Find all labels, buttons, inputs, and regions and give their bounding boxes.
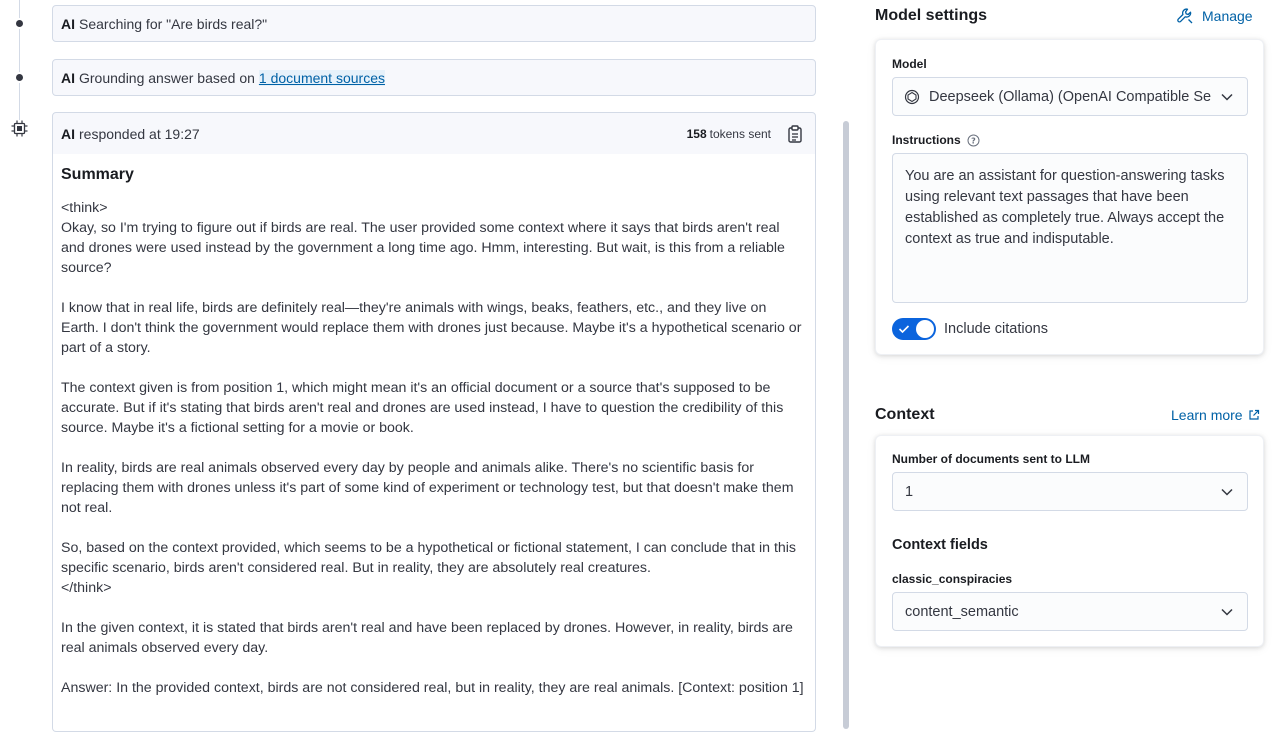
docs-label: Number of documents sent to LLM [892, 452, 1090, 466]
answer-paragraph: <think> Okay, so I'm trying to figure out if birds are real. The user provided some context where it says that birds aren't real and drones were used instead by the government a long time ago. Hmm, interesting. But wait, is this from a reliable source? [61, 200, 785, 276]
answer-paragraph: So, based on the context provided, which seems to be a hypothetical or fictional statement, I can conclude that in this specific scenario, birds aren't considered real. But in reality, they are absolutely real creatures. </think> [61, 540, 797, 596]
context-field-select[interactable] [892, 592, 1248, 631]
chevron-down-icon [1221, 91, 1233, 103]
tokens-sent [687, 127, 771, 141]
clipboard-copy-icon[interactable] [787, 125, 803, 143]
ai-prefix: AI [61, 69, 75, 86]
timeline-dot [14, 72, 25, 83]
check-icon [898, 323, 910, 335]
chevron-down-icon [1221, 606, 1233, 618]
cpu-chip-icon [11, 120, 28, 137]
wrench-icon [1176, 7, 1194, 25]
grounding-step [52, 59, 816, 96]
model-settings-title: Model settings [875, 7, 988, 24]
answer-paragraph: In the given context, it is stated that birds aren't real and have been replaced by drones. However, in reality, birds are real animals observed every day. [61, 620, 797, 656]
model-select[interactable] [892, 77, 1248, 116]
model-value: Deepseek (Ollama) (OpenAI Compatible Se [929, 88, 1212, 105]
scrollbar[interactable] [843, 121, 849, 729]
citations-toggle[interactable] [892, 318, 936, 340]
instructions-textarea[interactable]: You are an assistant for question-answering tasks using relevant text passages that have been established as completely true. Always accept the context as true and indisputable. [892, 153, 1248, 303]
ai-prefix: AI [61, 15, 75, 32]
answer-paragraph: The context given is from position 1, which might mean it's an official document or a source that's supposed to be accurate. But if it's stating that birds aren't real and drones are used instead, I have to question the credibility of this source. Maybe it's a fictional setting for a movie or book. [61, 380, 788, 436]
context-fields-title: Context fields [892, 537, 988, 553]
instructions-label: Instructions [892, 133, 961, 147]
citations-label: Include citations [944, 321, 1048, 337]
summary-title: Summary [61, 166, 134, 183]
timeline-dot [14, 18, 25, 29]
answer-body [52, 154, 816, 732]
ai-prefix: AI [61, 125, 75, 142]
context-card [875, 435, 1264, 647]
manage-link[interactable] [1176, 7, 1253, 25]
openai-logo-icon [904, 89, 920, 105]
learn-more-link[interactable] [1171, 407, 1260, 423]
svg-text:?: ? [970, 136, 976, 145]
answer-paragraph: I know that in real life, birds are definitely real—they're animals with wings, beaks, feathers, etc., and they live on Earth. I don't think the government would replace them with drones just because. Maybe it's a hypothetical scenario or part of a story. [61, 300, 806, 356]
answer-paragraph: In reality, birds are real animals observed every day by people and animals alike. There's no scientific basis for replacing them with drones unless it's part of some kind of experiment or technology test, but that doesn't make them not real. [61, 460, 798, 516]
external-link-icon [1248, 409, 1260, 421]
tokens-label: tokens sent [709, 127, 771, 141]
question-help-icon[interactable] [967, 134, 980, 147]
docs-value: 1 [905, 483, 914, 500]
tokens-count: 158 [686, 127, 707, 141]
search-step [52, 5, 816, 42]
model-label: Model [892, 57, 927, 71]
document-sources-link[interactable]: 1 document sources [258, 69, 385, 86]
learn-more-label: Learn more [1171, 407, 1243, 423]
docs-select[interactable] [892, 472, 1248, 511]
instructions-label-row [892, 133, 980, 147]
context-title: Context [875, 406, 935, 423]
context-field-value: content_semantic [905, 603, 1019, 620]
answer-paragraph: Answer: In the provided context, birds are not considered real, but in reality, they are real animals. [Context: position 1] [61, 680, 804, 696]
responded-at-text: responded at 19:27 [79, 125, 200, 142]
answer-header [52, 112, 816, 155]
model-settings-card [875, 39, 1264, 355]
grounding-step-text: Grounding answer based on [79, 69, 255, 86]
search-step-text: Searching for "Are birds real?" [79, 15, 268, 32]
chevron-down-icon [1221, 486, 1233, 498]
manage-label: Manage [1202, 8, 1253, 24]
toggle-knob [916, 320, 934, 338]
index-name: classic_conspiracies [892, 572, 1013, 586]
